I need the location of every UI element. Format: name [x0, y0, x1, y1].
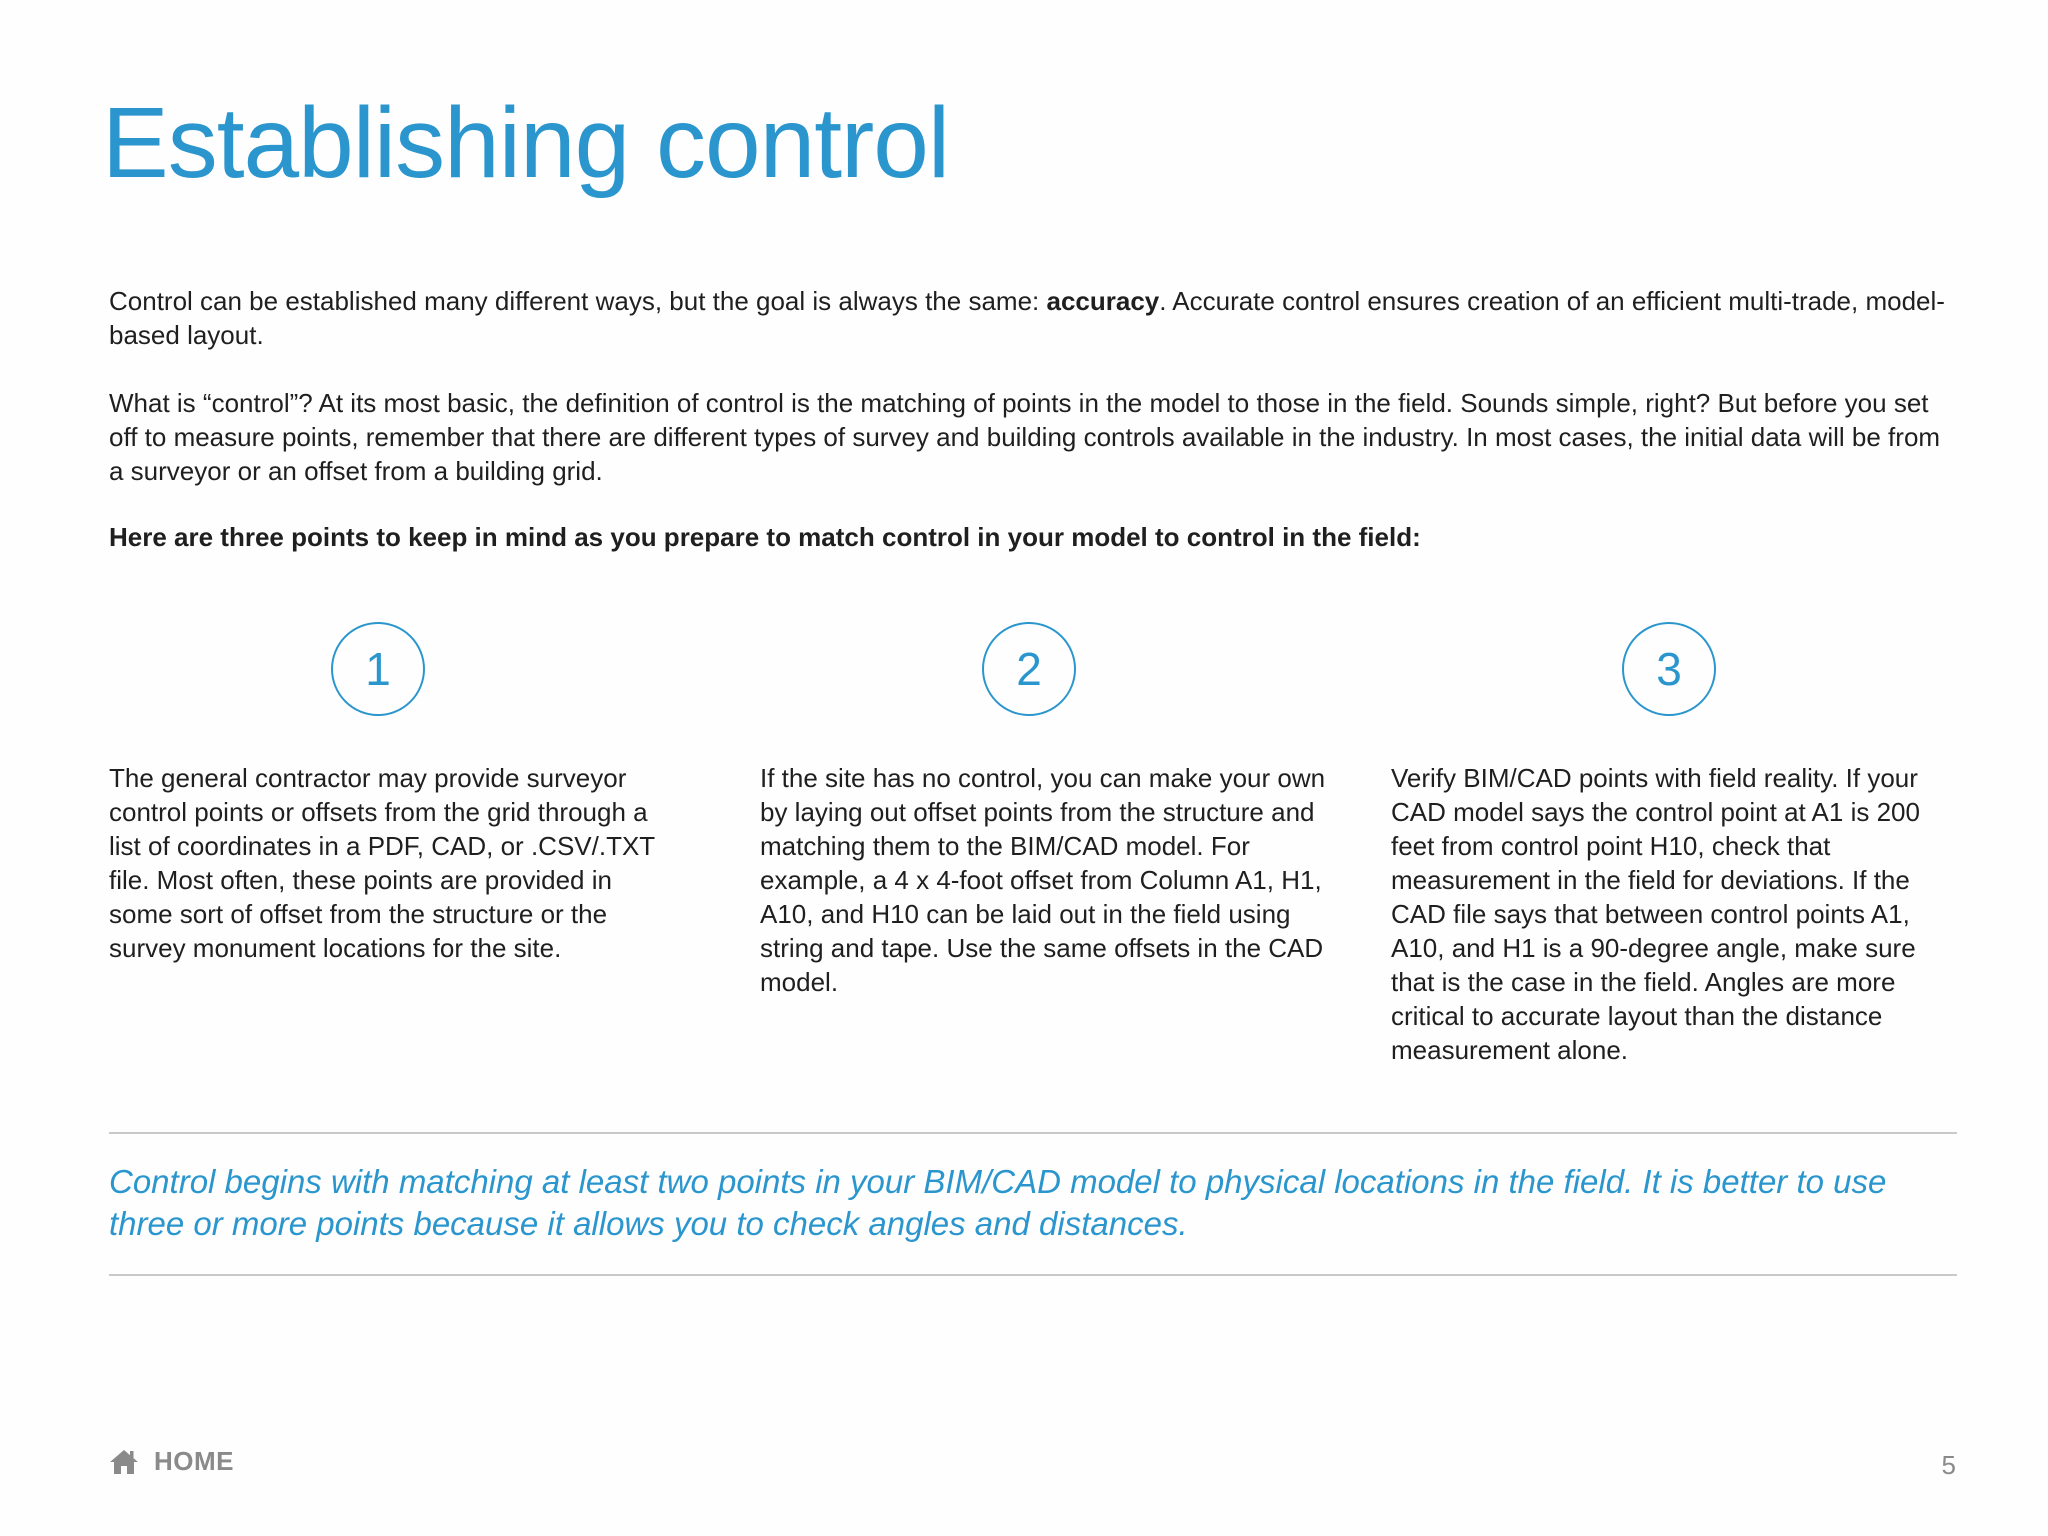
point-number-2: 2	[982, 622, 1076, 716]
point-number-1: 1	[331, 622, 425, 716]
page-number: 5	[1941, 1450, 1956, 1480]
intro-paragraph-1	[109, 284, 1961, 352]
intro-emphasis: accuracy	[1046, 286, 1160, 316]
callout-bottom-divider	[109, 1274, 1957, 1276]
callout-quote: Control begins with matching at least two points in your BIM/CAD model to physical locations in the field. It is better to use three or more points because it allows you to check angles and distances.	[109, 1163, 1887, 1242]
point-text-1: The general contractor may provide surveyor control points or offsets from the grid through a list of coordinates in a PDF, CAD, or .CSV/.TXT file. Most often, these points are provided in some sort of offset from the structure or the survey monument locations for the site.	[109, 763, 655, 963]
point-number-3: 3	[1622, 622, 1716, 716]
home-label: HOME	[154, 1446, 234, 1476]
point-text-2: If the site has no control, you can make your own by laying out offset points from the structure and matching them to the BIM/CAD model. For example, a 4 x 4-foot offset from Column A1, H1, A10, and H10 can be laid out in the field using string and tape. Use the same offsets in the CAD model.	[760, 763, 1326, 997]
point-text-3: Verify BIM/CAD points with field reality. If your CAD model says the control point at A1 is 200 feet from control point H10, check that measurement in the field for deviations. If the CAD file says that between control points A1, A10, and H1 is a 90-degree angle, make sure that is the case in the field. Angles are more critical to accurate layout than the distance measurement alone.	[1391, 763, 1920, 1065]
intro-paragraph-2: What is “control”? At its most basic, the definition of control is the matching of points in the model to those in the field. Sounds simple, right? But before you set off to measure points, remember that there are different types of survey and building controls available in the industry. In most cases, the initial data will be from a surveyor or an offset from a building grid.	[109, 388, 1941, 486]
home-link[interactable]	[108, 1446, 234, 1477]
intro-text-end: . Accurate control ensures creation of an efficient multi-trade, model-based layout.	[109, 286, 1945, 350]
callout-top-divider	[109, 1132, 1957, 1134]
intro-text-start: Control can be established many different ways, but the goal is always the same:	[109, 286, 1047, 316]
home-icon	[108, 1448, 140, 1476]
page-title: Establishing control	[102, 87, 950, 199]
points-lead: Here are three points to keep in mind as you prepare to match control in your model to control in the field:	[109, 522, 1421, 552]
